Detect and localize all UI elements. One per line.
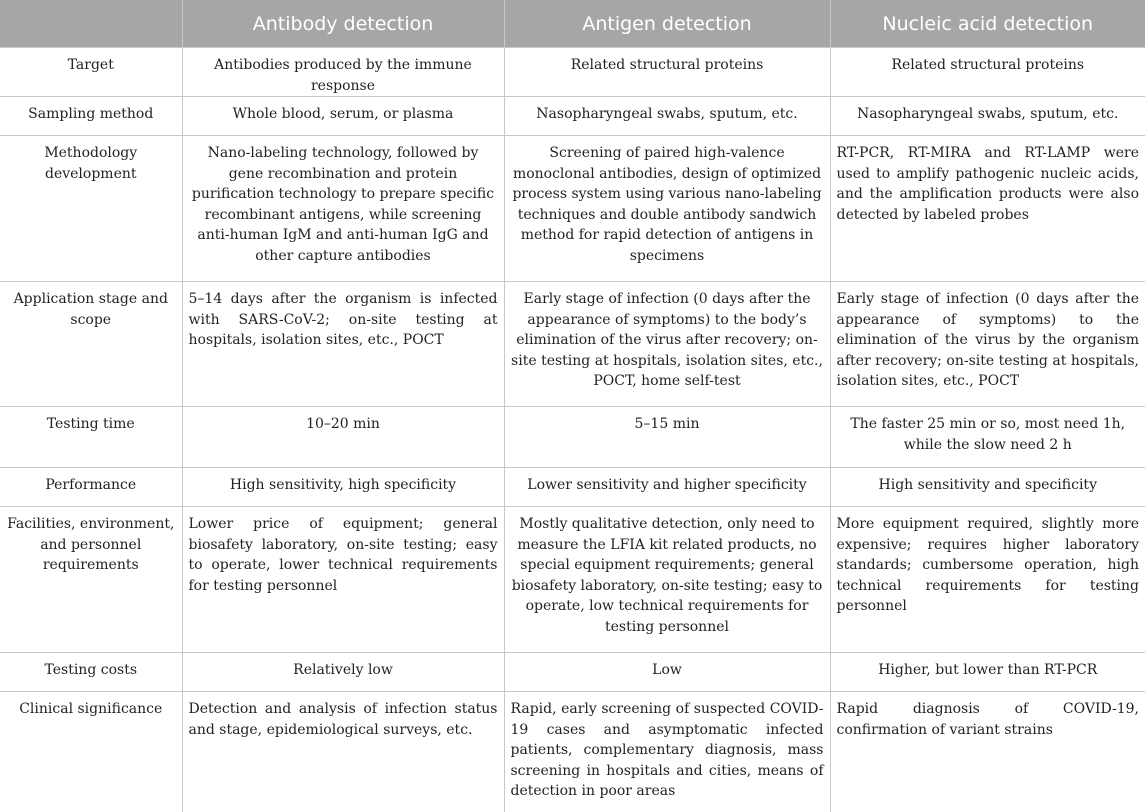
header-antigen-detection: Antigen detection [504,0,830,48]
row-label: Testing costs [0,653,182,692]
antibody-cell: High sensitivity, high specificity [182,468,504,507]
row-label: Performance [0,468,182,507]
nucleic-cell: More equipment required, slightly more expensive; requires higher laboratory standards; cumbersome operation, high technical requirements for testing personnel [830,507,1145,653]
table-row [0,507,1145,653]
row-label: Target [0,48,182,97]
antigen-cell: Related structural proteins [504,48,830,97]
table-row [0,653,1145,692]
row-label: Application stage and scope [0,282,182,407]
antibody-cell: Whole blood, serum, or plasma [182,97,504,136]
nucleic-cell: Nasopharyngeal swabs, sputum, etc. [830,97,1145,136]
antibody-cell: Lower price of equipment; general biosafety laboratory, on-site testing; easy to operate, lower technical requirements for testing personnel [182,507,504,653]
antigen-cell: Lower sensitivity and higher specificity [504,468,830,507]
antibody-cell: 10–20 min [182,407,504,468]
antigen-cell: Nasopharyngeal swabs, sputum, etc. [504,97,830,136]
antigen-cell: Rapid, early screening of suspected COVID-19 cases and asymptomatic infected patients, complementary diagnosis, mass screening in hospitals and cities, means of detection in poor areas [504,692,830,812]
antibody-cell: 5–14 days after the organism is infected with SARS-CoV-2; on-site testing at hospitals, isolation sites, etc., POCT [182,282,504,407]
table-row [0,282,1145,407]
antibody-cell: Detection and analysis of infection status and stage, epidemiological surveys, etc. [182,692,504,812]
header-antibody-detection: Antibody detection [182,0,504,48]
row-label: Testing time [0,407,182,468]
nucleic-cell: Higher, but lower than RT-PCR [830,653,1145,692]
antigen-cell: Screening of paired high-valence monoclonal antibodies, design of optimized process system using various nano-labeling techniques and double antibody sandwich method for rapid detection of antigens in specimens [504,136,830,282]
header-nucleic-acid-detection: Nucleic acid detection [830,0,1145,48]
antibody-cell: Antibodies produced by the immune response [182,48,504,97]
nucleic-cell: The faster 25 min or so, most need 1h, while the slow need 2 h [830,407,1145,468]
header-empty [0,0,182,48]
nucleic-cell: Rapid diagnosis of COVID-19, confirmation of variant strains [830,692,1145,812]
table-row [0,136,1145,282]
table-row [0,407,1145,468]
table-row [0,48,1145,97]
row-label: Clinical significance [0,692,182,812]
antibody-cell: Relatively low [182,653,504,692]
table-row [0,97,1145,136]
nucleic-cell: RT-PCR, RT-MIRA and RT-LAMP were used to amplify pathogenic nucleic acids, and the amplification products were also detected by labeled probes [830,136,1145,282]
antigen-cell: Low [504,653,830,692]
nucleic-cell: Related structural proteins [830,48,1145,97]
antibody-cell: Nano-labeling technology, followed by gene recombination and protein purification technology to prepare specific recombinant antigens, while screening anti-human IgM and anti-human IgG and other capture antibodies [182,136,504,282]
row-label: Facilities, environment, and personnel requirements [0,507,182,653]
table-row [0,692,1145,812]
table-row [0,468,1145,507]
nucleic-cell: High sensitivity and specificity [830,468,1145,507]
row-label: Methodology development [0,136,182,282]
nucleic-cell: Early stage of infection (0 days after the appearance of symptoms) to the elimination of the virus by the organism after recovery; on-site testing at hospitals, isolation sites, etc., POCT [830,282,1145,407]
antigen-cell: Mostly qualitative detection, only need to measure the LFIA kit related products, no special equipment requirements; general biosafety laboratory, on-site testing; easy to operate, low technical requirements for testing personnel [504,507,830,653]
antigen-cell: Early stage of infection (0 days after the appearance of symptoms) to the body’s elimination of the virus after recovery; on-site testing at hospitals, isolation sites, etc., POCT, home self-test [504,282,830,407]
header-row [0,0,1145,48]
row-label: Sampling method [0,97,182,136]
antigen-cell: 5–15 min [504,407,830,468]
